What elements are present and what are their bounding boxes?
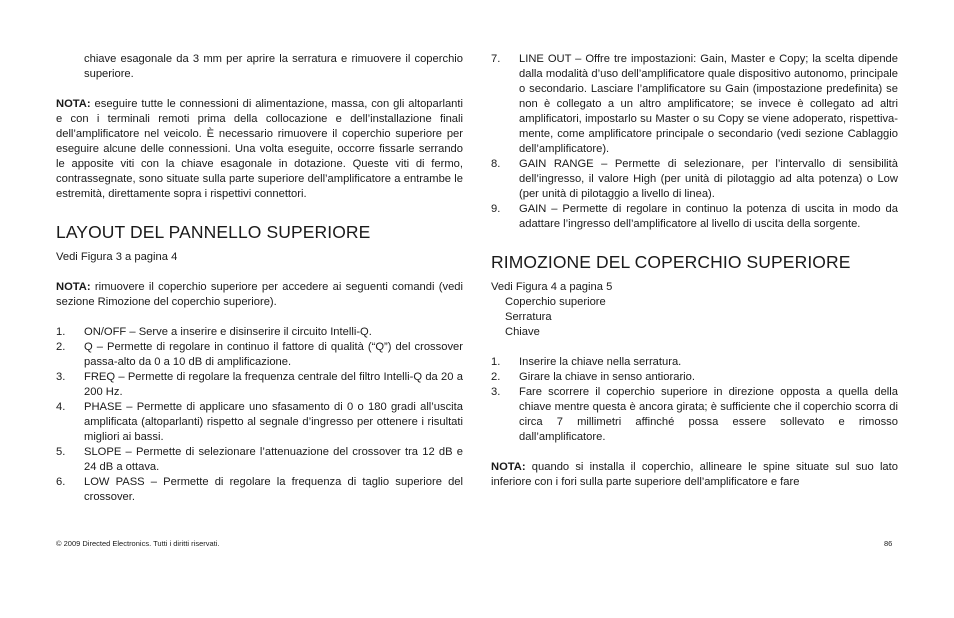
item-text: Girare la chiave in senso antiorario. xyxy=(519,371,695,383)
list-item xyxy=(56,370,463,400)
figure-reference: Vedi Figura 3 a pagina 4 xyxy=(56,251,178,263)
item-text: GAIN RANGE – Permette di selezionare, per l’intervallo di sensibilità dell’ingresso, il valore High (per unità di pilotaggio ad alta potenza) o Low (per unità di pilotaggio a livello di linea). xyxy=(519,158,898,200)
list-item xyxy=(56,400,463,445)
item-number: 5. xyxy=(56,446,66,458)
note-label: NOTA: xyxy=(56,98,91,110)
item-text: LINE OUT – Offre tre impostazioni: Gain, Master e Copy; la scelta dipende dalla modalità d’uso dell’amplificatore quale dispositivo autonomo, principale o secondario. Lasciare l’amplificatore su Gain (impostazione predefinita) se non è collegato a un altro amplificatore; se invece è collegato ad altri amplificatori, impostarlo su Master o su Copy se viene adoperato, rispettivamente, come amplificatore principale o secondario (vedi sezione Cablaggio dell’amplificatore). xyxy=(519,53,898,155)
note-install-cover xyxy=(491,460,898,490)
part-label: Chiave xyxy=(505,326,540,338)
item-number: 1. xyxy=(491,356,501,368)
list-item xyxy=(491,385,898,445)
section-heading-layout: LAYOUT DEL PANNELLO SUPERIORE xyxy=(56,222,371,242)
note-remove-cover xyxy=(56,280,463,310)
note-label: NOTA: xyxy=(56,281,91,293)
list-item xyxy=(491,370,898,385)
note-text: quando si installa il coperchio, allineare le spine situate sul suo lato inferiore con i fori sulla parte superiore dell’amplificatore e fare xyxy=(491,461,898,488)
list-item xyxy=(491,202,898,232)
item-text: LOW PASS – Permette di regolare la frequenza di taglio superiore del crossover. xyxy=(84,476,463,503)
item-text: SLOPE – Permette di selezionare l’attenuazione del crossover tra 12 dB e 24 dB a ottava. xyxy=(84,446,463,473)
item-number: 1. xyxy=(56,326,66,338)
figure-reference: Vedi Figura 4 a pagina 5 xyxy=(491,281,613,293)
item-number: 4. xyxy=(56,401,66,413)
page-number: 86 xyxy=(884,539,893,548)
item-text: Inserire la chiave nella serratura. xyxy=(519,356,682,368)
item-text: Q – Permette di regolare in continuo il fattore di qualità (“Q”) del crossover passa-alto da 0 a 10 dB di amplificazione. xyxy=(84,341,463,368)
item-text: FREQ – Permette di regolare la frequenza centrale del filtro Intelli-Q da 20 a 200 Hz. xyxy=(84,371,463,398)
steps-list xyxy=(491,355,898,445)
list-item xyxy=(56,475,463,505)
list-item xyxy=(491,52,898,157)
note-label: NOTA: xyxy=(491,461,526,473)
item-number: 2. xyxy=(491,371,501,383)
item-text: Fare scorrere il coperchio superiore in direzione opposta a quella della chiave mentre questa è ancora girata; è sufficiente che il coperchio scorra di circa 7 millimetri affinché possa essere sollevato e rimosso dall’amplificatore. xyxy=(519,386,898,443)
list-item xyxy=(56,325,463,340)
part-label: Serratura xyxy=(505,311,552,323)
copyright-footer: © 2009 Directed Electronics. Tutti i diritti riservati. xyxy=(56,539,220,548)
list-item xyxy=(491,355,898,370)
item-text: PHASE – Permette di applicare uno sfasamento di 0 o 180 gradi all’uscita amplificata (altoparlanti) rispetto al segnale d’ingresso per ottenere i risultati migliori ai bassi. xyxy=(84,401,463,443)
item-number: 9. xyxy=(491,203,501,215)
section-heading-cover-removal: RIMOZIONE DEL COPERCHIO SUPERIORE xyxy=(491,252,851,272)
item-text: ON/OFF – Serve a inserire e disinserire il circuito Intelli-Q. xyxy=(84,326,372,338)
part-label: Coperchio superiore xyxy=(505,296,606,308)
controls-list-continued xyxy=(491,52,898,232)
list-item xyxy=(56,445,463,475)
list-item xyxy=(56,340,463,370)
list-item xyxy=(491,157,898,202)
item-text: GAIN – Permette di regolare in continuo la potenza di uscita in modo da adattare l’ingresso dell’amplificatore al livello di uscita della sorgente. xyxy=(519,203,898,230)
item-number: 8. xyxy=(491,158,501,170)
note-text: rimuovere il coperchio superiore per accedere ai seguenti comandi (vedi sezione Rimozione del coperchio superiore). xyxy=(56,281,463,308)
item-number: 7. xyxy=(491,53,501,65)
item-number: 3. xyxy=(56,371,66,383)
intro-continuation: chiave esagonale da 3 mm per aprire la serratura e rimuovere il coperchio superiore. xyxy=(84,53,463,80)
right-column xyxy=(491,52,898,490)
item-number: 6. xyxy=(56,476,66,488)
item-number: 3. xyxy=(491,386,501,398)
item-number: 2. xyxy=(56,341,66,353)
left-column xyxy=(56,52,463,505)
note-connections xyxy=(56,97,463,202)
controls-list xyxy=(56,325,463,505)
note-text: eseguire tutte le connessioni di alimentazione, massa, con gli altoparlanti e con i terminali remoti prima della collocazione e dell’installazione finali dell’amplificatore nel veicolo. È necessario rimuovere il coperchio superiore per eseguire alcune delle connessioni. Una volta eseguite, occorre fissarle serrando le apposite viti con la chiave esagonale in dotazione. Queste viti di fermo, contrassegnate, sono situate sulla parte superiore dell’amplificatore a entrambe le estremità, direttamente sopra i rispettivi connettori. xyxy=(56,98,463,200)
